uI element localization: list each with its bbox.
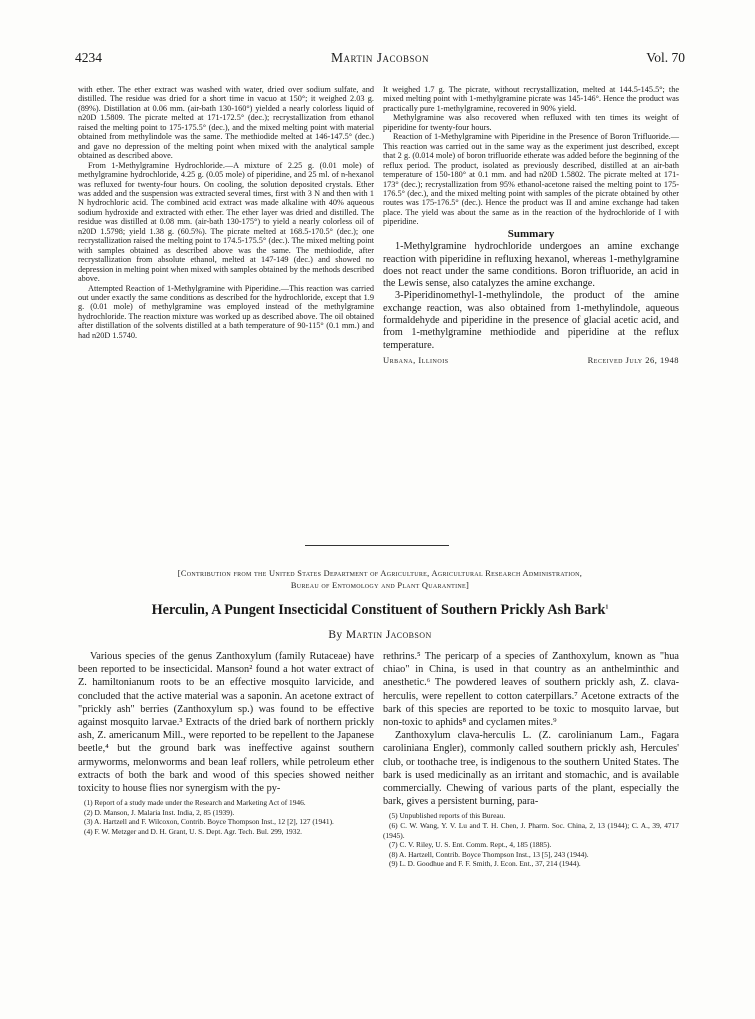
footnote: (1) Report of a study made under the Research and Marketing Act of 1946.: [84, 798, 306, 808]
footnote: (8) A. Hartzell, Contrib. Boyce Thompson Inst., 13 [5], 243 (1944).: [389, 849, 589, 859]
paragraph: with ether. The ether extract was washed with water, dried over sodium sulfate, and distilled. The residue was dried for a short time in vacuo at 150°; it weighed 2.03 g. (89%). Distillation at 0.06 mm. (air-bath 130-160°) yielded a nearly colorless liquid of n20D 1.5809. The picrate melted at 171-172.5° (dec.); recrystallization from ethanol raised the melting point to 175-175.5° (dec.), and the mixed melting point with material obtained from methylindole was the same. The methiodide melted at 146-147.5° (dec.) and gave no depression of the melting point when mixed with the analytical sample obtained as described above.: [78, 85, 374, 161]
contribution-note: [90, 568, 670, 591]
article-left-column: [78, 650, 374, 837]
footnote: (2) D. Manson, J. Malaria Inst. India, 2, 85 (1939).: [84, 807, 235, 817]
paragraph: From 1-Methylgramine Hydrochloride.—A mixture of 2.25 g. (0.01 mole) of methylgramine hydrochloride, 4.25 g. (0.05 mole) of piperidine, and 25 ml. of n-hexanol was refluxed for twenty-four hours. On cooling, the solution deposited crystals. Ether was added and the suspension was extracted several times, first with 3 N and then with 1 N hydrochloric acid. The combined acid extract was made alkaline with 40% aqueous sodium hydroxide and extracted with ether. The ether layer was dried and distilled. The residue was distilled at 0.08 mm. (air-bath 130-175°) to yield a nearly colorless oil of n20D 1.5798; yield 1.38 g. (60.5%). The picrate melted at 168.5-170.5° (dec.); one recrystallization raised the melting point to 174.5-175.5° (dec.). The mixed melting point with samples obtained as described above was the same. The methiodide, after recrystallization from absolute ethanol, melted at 147-149 (dec.) and showed no depression in melting point when mixed with samples obtained by the methods described above.: [78, 160, 374, 284]
summary-paragraph: 3-Piperidinomethyl-1-methylindole, the product of the amine exchange reaction, was also obtained from 1-methylindole, aqueous formaldehyde and piperidine in the presence of glacial acetic acid, and from 1-methylgramine methiodide and piperidine at the reflux temperature.: [383, 290, 679, 351]
received-date: Received July 26, 1948: [587, 354, 679, 365]
location: Urbana, Illinois: [383, 354, 449, 365]
byline-prefix: By: [328, 629, 343, 641]
title-footnote-marker: 1: [605, 604, 609, 611]
byline: [60, 629, 700, 641]
running-author: Martin Jacobson: [330, 50, 430, 65]
footnote: (7) C. V. Riley, U. S. Ent. Comm. Rept., 4, 185 (1885).: [389, 840, 552, 850]
prior-article-right-column: [383, 85, 679, 365]
footnote: (4) F. W. Metzger and D. H. Grant, U. S. Dept. Agr. Tech. Bul. 299, 1932.: [84, 827, 302, 837]
article-right-column: [383, 650, 679, 869]
contribution-line: Bureau of Entomology and Plant Quarantine]: [290, 580, 470, 590]
footnotes-right: [383, 811, 679, 869]
summary-heading: Summary: [507, 227, 555, 240]
summary-paragraph: 1-Methylgramine hydrochloride undergoes an amine exchange reaction with piperidine in refluxing hexanol, whereas 1-methylgramine does not react under the same conditions. Boron trifluoride, an acid in the Lewis sense, also catalyzes the amine exchange.: [383, 241, 679, 290]
contribution-line: [Contribution from the United States Department of Agriculture, Agricultural Research Administration,: [177, 569, 583, 578]
paragraph: Reaction of 1-Methylgramine with Piperidine in the Presence of Boron Trifluoride.—This reaction was carried out in the same way as the experiment just described, except that 2 g. (0.014 mole) of boron trifluoride etherate was added before the beginning of the reflux period. The product, isolated as previously described, distilled at an air-bath temperature of 150-180° at 0.1 mm. and had n20D 1.5802. The picrate melted at 171-173° (dec.); recrystallization from 95% ethanol-acetone raised the melting point to 175-176.5° (dec.), and the mixed melting point with samples of the picrate obtained by other routes was 175-176.5° (dec.). Hence the product was II and amine exchange had taken place. The yield was about the same as in the reaction of the hydrochloride of I with piperidine.: [383, 132, 679, 227]
paragraph: Methylgramine was also recovered when refluxed with ten times its weight of piperidine for twenty-four hours.: [383, 113, 679, 132]
paragraph: Zanthoxylum clava-herculis L. (Z. carolinianum Lam., Fagara caroliniana Engler), commonly called southern prickly ash, Hercules' club, or toothache tree, is indigenous to the southern United States. The bark is used medicinally as an irritant and stomachic, and is available commercially. Chewing of various parts of the plant, especially the bark, gives a persistent burning, para-: [383, 730, 679, 808]
prior-article-left-column: [78, 85, 374, 340]
running-header: [75, 50, 685, 70]
author-name: Martin Jacobson: [345, 629, 432, 641]
footnotes-left: [78, 798, 374, 836]
affiliation-line: [383, 356, 679, 365]
section-divider: [305, 545, 449, 546]
paragraph: rethrins.⁵ The pericarp of a species of Zanthoxylum, known as "hua chiao" in China, is used in that country as an anthelminthic and anesthetic.⁶ The powdered leaves of southern prickly ash, Z. clava-herculis, were repellent to cotton caterpillars.⁷ Acetone extracts of the bark of this species are reported to be toxic to mosquito larvae, but non-toxic to aphids⁸ and cyclamen mites.⁹: [383, 651, 679, 729]
footnote: (3) A. Hartzell and F. Wilcoxon, Contrib. Boyce Thompson Inst., 12 [2], 127 (1941).: [84, 817, 334, 827]
paragraph: Attempted Reaction of 1-Methylgramine with Piperidine.—This reaction was carried out under exactly the same conditions as described for the hydrochloride, except that 1.9 g. (0.01 mole) of methylgramine was employed instead of the methylgramine hydrochloride. The reaction mixture was worked up as described above. The oil obtained after distillation of the solvents distilled at a bath temperature of 90-115° (0.1 mm.) and had n20D 1.5740.: [78, 283, 374, 340]
footnote: (5) Unpublished reports of this Bureau.: [389, 811, 506, 821]
article-title-text: Herculin, A Pungent Insecticidal Constituent of Southern Prickly Ash Bark: [151, 602, 606, 618]
paragraph: It weighed 1.7 g. The picrate, without recrystallization, melted at 144.5-145.5°; the mixed melting point with 1-methylgramine picrate was 145-146°. Hence the product was practically pure 1-methylgramine, recovered in 90% yield.: [383, 85, 679, 113]
page-number: 4234: [75, 50, 102, 65]
footnote: (9) L. D. Goodhue and F. F. Smith, J. Econ. Ent., 37, 214 (1944).: [389, 859, 581, 869]
summary-section: [383, 241, 679, 352]
paragraph: Various species of the genus Zanthoxylum (family Rutaceae) have been reported to be insecticidal. Manson² found a hot water extract of Z. hamiltonianum roots to be an effective mosquito larvicide, and concluded that the active material was a saponin. An acetone extract of "prickly ash" berries (Zanthoxylum sp.) was found to be effective against mosquito larvae.³ Extracts of the dried bark of northern prickly ash, Z. americanum Mill., were reported to be repellent to the Japanese beetle,⁴ but the ground bark was ineffective against southern armyworms, melonworms and bean leaf rollers, while petroleum ether extracts of both the bark and wood of this species showed neither toxicity to house flies nor synergism with the py-: [78, 651, 374, 795]
footnote: (6) C. W. Wang, Y. V. Lu and T. H. Chen, J. Pharm. Soc. China, 2, 13 (1944); C. A., 39, 4717 (1945).: [383, 821, 679, 840]
article-title: [60, 602, 700, 619]
volume-label: Vol. 70: [646, 50, 685, 65]
